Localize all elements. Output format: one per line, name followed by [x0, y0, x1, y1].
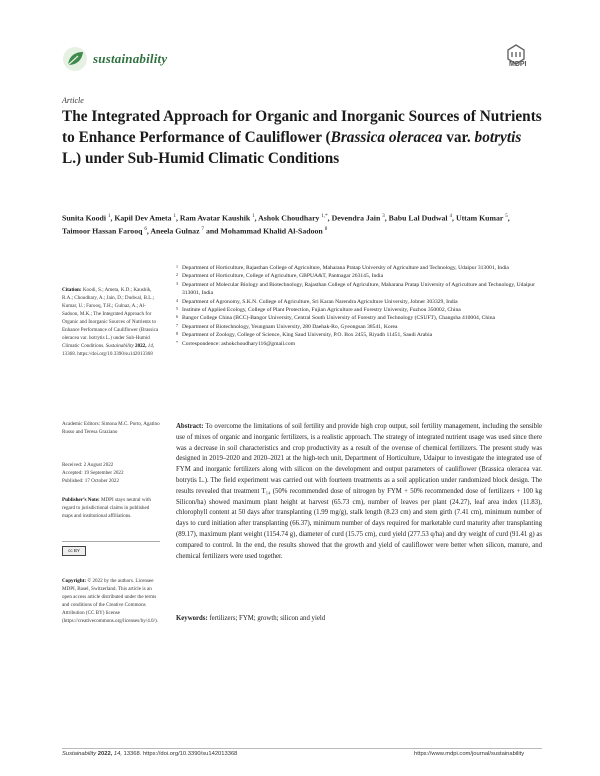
affiliation-number: 6	[176, 314, 178, 320]
affiliation-number: 3	[176, 280, 178, 286]
author-affiliation-mark: 5	[505, 214, 508, 219]
dates-block	[62, 461, 160, 485]
affiliation-item	[176, 314, 546, 322]
affiliation-number: 2	[176, 272, 178, 278]
keywords: Keywords: fertilizers; FYM; growth; silicon and yield	[176, 615, 326, 622]
author-affiliation-mark: 4	[449, 214, 453, 219]
author-affiliation-mark: 3	[382, 214, 385, 219]
affiliation-text: Bangor College China (BCC)-Bangor University, Central South University of Forestry and Technology (CSUFT), Changsha 410004, China	[182, 315, 495, 322]
author-name: Taimoor Hassan Farooq	[62, 226, 143, 236]
author-affiliation-mark: 1	[107, 214, 111, 219]
publisher-name: MDPI	[509, 61, 527, 68]
affiliation-number: 5	[176, 306, 178, 312]
author-name: Devendra Jain	[331, 213, 381, 223]
author-name: Ram Avatar Kaushik	[179, 213, 251, 223]
affiliation-text: Department of Molecular Biology and Biotechnology, Rajasthan College of Agriculture, Maharana Pratap University of Agriculture and Technology, Udaipur 313001, India	[182, 281, 535, 297]
affiliation-text[interactable]: Correspondence: ashokchoudhary116@gmail.com	[182, 340, 296, 347]
mdpi-logo-icon	[494, 43, 538, 73]
publisher-note: Publisher’s Note: MDPI stays neutral with regard to jurisdictional claims in published maps and institutional affiliations.	[62, 497, 151, 520]
affiliation-item	[176, 298, 546, 306]
article-title: The Integrated Approach for Organic and Inorganic Sources of Nutrients to Enhance Performance of Cauliflower (Brassica oleracea var. botrytis L.) under Sub-Humid Climatic Conditions	[62, 108, 542, 167]
cc-by-license-icon[interactable]: cc BY	[62, 546, 86, 556]
author-name: Uttam Kumar	[455, 213, 504, 223]
affiliation-item	[176, 340, 546, 348]
affiliation-number: 7	[176, 322, 178, 328]
affiliation-item	[176, 281, 546, 298]
affiliation-text: Department of Agronomy, S.K.N. College of Agriculture, Sri Karan Narendra Agriculture University, Jobner 303329, India	[182, 298, 458, 305]
affiliation-text: Department of Horticulture, College of Agriculture, GBPUA&T, Pantnagar 263145, India	[182, 273, 384, 280]
affiliation-item	[176, 272, 546, 280]
accepted-date: Accepted: 19 September 2022	[62, 470, 124, 477]
affiliation-number: 4	[176, 297, 178, 303]
author-name: Ashok Choudhary	[258, 213, 320, 223]
author-affiliation-mark: 1	[173, 214, 176, 219]
author-name: Babu Lal Dudwal	[388, 213, 448, 223]
affiliation-text: Department of Biotechnology, Yeungnam University, 280 Daehak-Ro, Gyeongsan 38541, Korea	[182, 323, 398, 330]
author-name: Sunita Koodi	[62, 213, 106, 223]
abstract: Abstract: To overcome the limitations of soil fertility and provide high crop output, soil fertility management, including the sensible use of mixes of organic and inorganic fertilizers, is a realistic approach. The strategy of integrated nutrient usage was used since there was a decrease in soil characteristics and crop productivity as a result of the overuse of chemical fertilizers. The present study was designed in 2019–2020 and 2020–2021 at the high-tech unit, Department of Horticulture, Udaipur to investigate the integrated use of FYM and inorganic fertilizers along with silicon on the development and output parameters of cauliflower (Brassica oleracea var. botrytis L.). The field experiment was carried out with fourteen treatments as a soil application under randomized block design. The results revealed that treatment T₁₄ (50% recommended dose of nitrogen by FYM + 50% recommended dose of fertilizers + 100 kg Silicon/ha) showed maximum plant height at harvest (65.73 cm), number of leaves per plant (24.27), leaf area index (11.83), chlorophyll content at 50 days after transplanting (1.99 mg/g), stalk length (8.23 cm) and stem girth (7.41 cm), minimum number of days to curd initiation after transplanting (66.37), minimum number of days required for marketable curd maturity after transplanting (89.17), maximum plant weight (1154.74 g), diameter of curd (15.75 cm), curd yield (277.53 q/ha) and dry weight of curd (91.41 g) as compared to control. In the end, the results showed that the growth and yield of cauliflower were better when silicon, manure, and chemical fertilizers were used together.	[176, 423, 542, 560]
divider	[62, 541, 160, 542]
affiliation-item	[176, 264, 546, 272]
author-list: Sunita Koodi $^1$, Kapil Dev Ameta $^1$, Ram Avatar Kaushik $^1$, Ashok Choudhary $^{1,*}$, Devendra Jain $^3$, Babu Lal Dudwal $^4$, Uttam Kumar $^5$, Taimoor Hassan Farooq $^6$, Aneela Gulnaz $^7$ and Mohammad Khalid Al-Sadoon $^8$	[62, 213, 510, 236]
author-name: Kapil Dev Ameta	[114, 213, 172, 223]
affiliation-number: *	[176, 339, 178, 345]
received-date: Received: 2 August 2022	[62, 462, 114, 468]
affiliation-item	[176, 331, 546, 339]
author-affiliation-mark: 1,*	[321, 214, 328, 219]
affiliation-text: Department of Horticulture, Rajasthan College of Agriculture, Maharana Pratap University of Agriculture and Technology, Udaipur 313001, India	[182, 265, 509, 271]
affiliation-text: Institute of Applied Ecology, College of Plant Protection, Fujian Agriculture and Forestry University, Fuzhou 350002, China	[182, 307, 461, 314]
author-affiliation-mark: 8	[324, 227, 328, 233]
author-name: Mohammad Khalid Al-Sadoon	[220, 226, 323, 236]
academic-editors: Academic Editors: Simona M.C. Porto, Agatino Russo and Teresa Graziano	[62, 421, 160, 436]
footer-journal-link[interactable]: https://www.mdpi.com/journal/sustainability	[414, 751, 525, 757]
affiliation-number: 8	[176, 331, 178, 337]
author-name: Aneela Gulnaz	[150, 226, 200, 236]
affiliation-number: 1	[176, 264, 178, 269]
author-affiliation-mark: 1	[252, 214, 255, 219]
journal-name: sustainability	[93, 51, 168, 66]
affiliations	[176, 264, 546, 348]
copyright-block: Copyright: © 2022 by the authors. Licensee MDPI, Basel, Switzerland. This article is an open access article distributed under the terms and conditions of the Creative Commons Attribution (CC BY) license (https://creativecommons.org/licenses/by/4.0/).	[62, 578, 158, 625]
sustainability-leaf-icon	[62, 46, 88, 72]
footer-rule	[62, 748, 542, 749]
author-affiliation-mark: 6	[144, 227, 147, 233]
affiliation-text: Department of Zoology, College of Science, King Saud University, P.O. Box 2455, Riyadh 11451, Saudi Arabia	[182, 332, 433, 339]
footer-citation: Sustainability 2022, 14, 13368. https://doi.org/10.3390/su142013368	[62, 751, 238, 757]
published-date: Published: 17 October 2022	[62, 478, 120, 485]
affiliation-item	[176, 306, 546, 314]
affiliation-item	[176, 323, 546, 331]
article-type: Article	[62, 96, 84, 105]
citation-block: Citation: Koodi, S.; Ameta, K.D.; Kaushik, R.A.; Choudhary, A.; Jain, D.; Dudwal, B.L.; Kumar, U.; Farooq, T.H.; Gulnaz, A.; Al-Sadoon, M.K.; The Integrated Approach for Organic and Inorganic Sources of Nutrients to Enhance Performance of Cauliflower (Brassica oleracea var. botrytis L.) under Sub-Humid Climatic Conditions. Sustainability 2022, 14, 13368. https://doi.org/10.3390/su142013368	[62, 287, 159, 358]
author-affiliation-mark: 7	[201, 227, 204, 233]
